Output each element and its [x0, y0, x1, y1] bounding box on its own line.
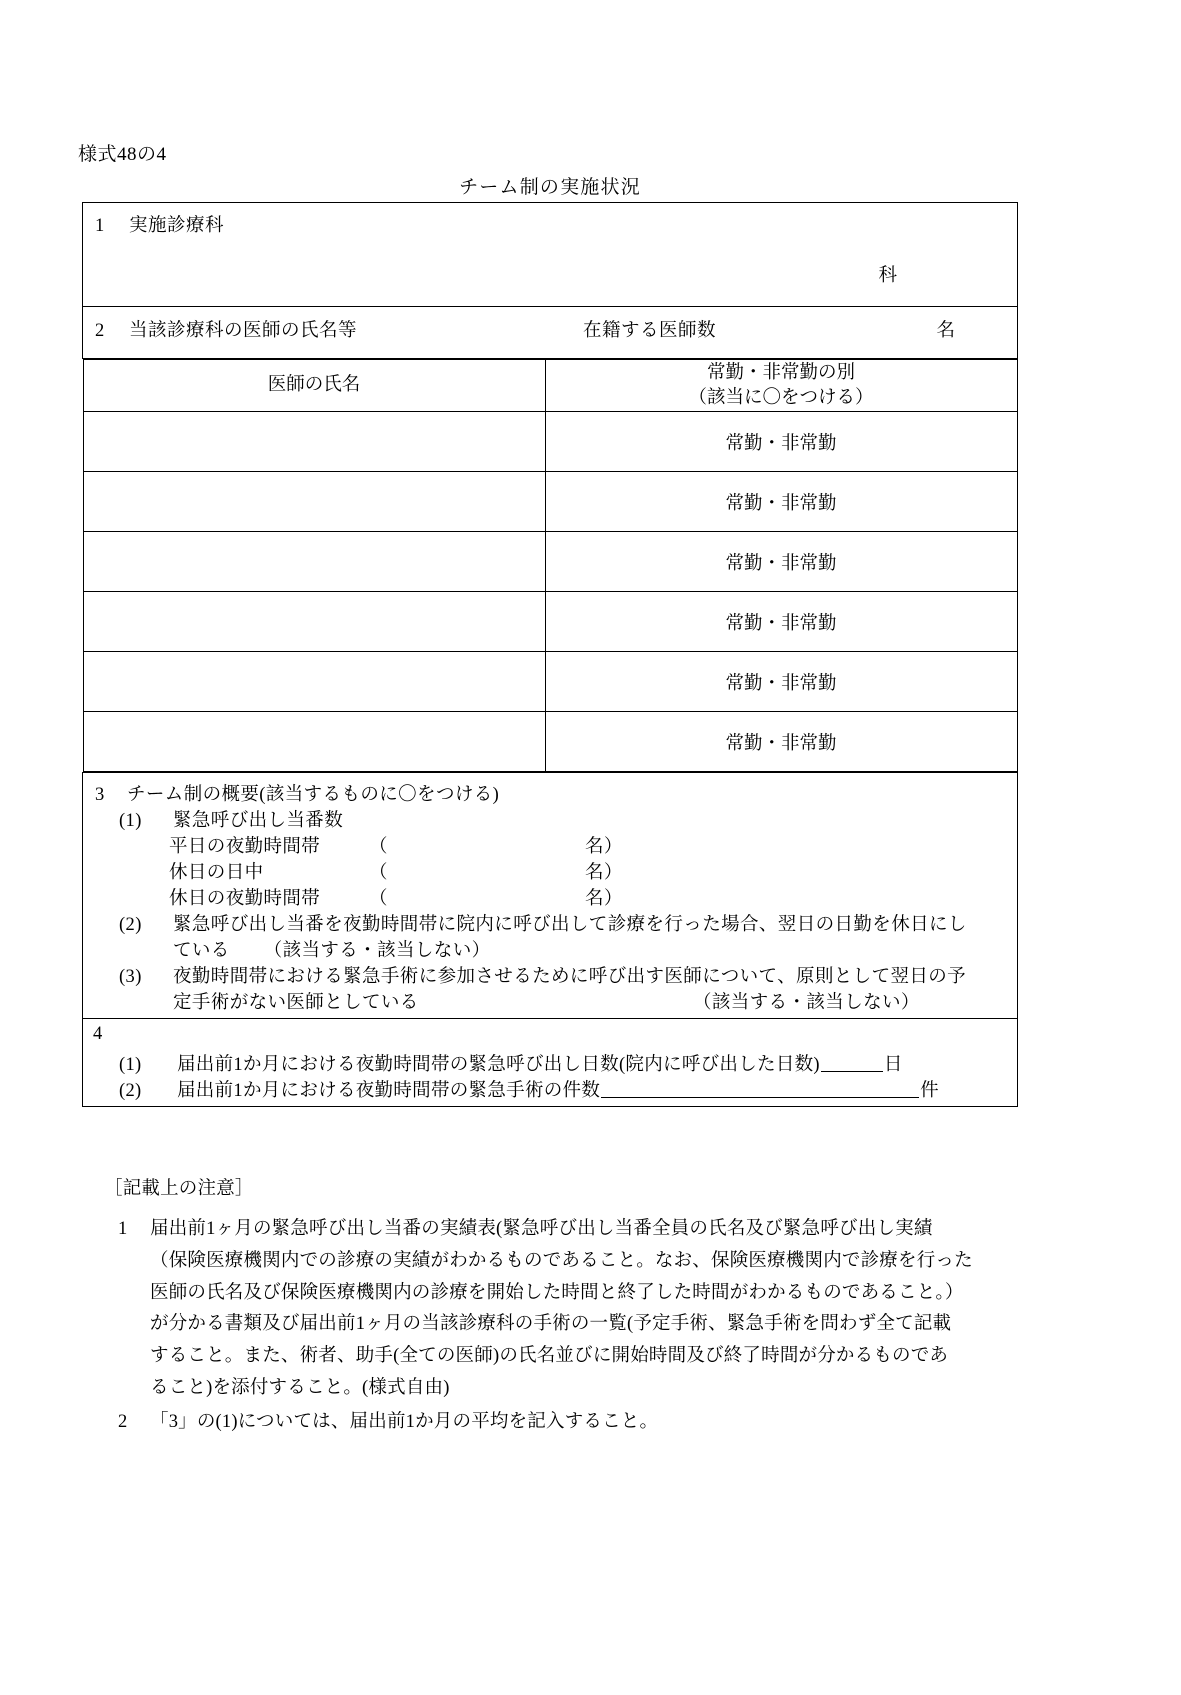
doctor-name-cell[interactable] [83, 412, 545, 472]
section2-count-label: 在籍する医師数 [583, 321, 717, 341]
oncall-holiday-night-unit: 名） [585, 889, 623, 909]
section3-item3-number: (3) [119, 967, 142, 987]
oncall-weekday-night-open[interactable]: （ [369, 837, 388, 857]
section1-row [83, 203, 1018, 307]
doctor-type-cell[interactable]: 常勤・非常勤 [545, 472, 1017, 532]
doctor-type-cell[interactable]: 常勤・非常勤 [545, 652, 1017, 712]
doctor-type-cell[interactable]: 常勤・非常勤 [545, 592, 1017, 652]
oncall-weekday-night-row [169, 832, 623, 858]
table-row[interactable] [83, 712, 1017, 772]
section4-item1 [119, 1050, 903, 1076]
section3-item2-text1: 緊急呼び出し当番を夜勤時間帯に院内に呼び出して診療を行った場合、翌日の日勤を休日にし [173, 915, 967, 935]
section3-item1 [119, 806, 343, 832]
doctor-name-header: 医師の氏名 [83, 360, 545, 412]
note-line [104, 1309, 1054, 1341]
doctor-table-cell [83, 359, 1018, 773]
note-text: （保険医療機関内での診療の実績がわかるものであること。なお、保険医療機関内で診療を行った [150, 1250, 973, 1271]
section1-label [95, 211, 224, 237]
section3-item3-text2: 定手術がない医師としている [173, 993, 419, 1013]
section3-item2-line2 [173, 936, 491, 962]
doctor-type-cell[interactable]: 常勤・非常勤 [545, 532, 1017, 592]
note-line [104, 1214, 1054, 1246]
oncall-holiday-night-row [169, 884, 623, 910]
doctor-type-header [545, 360, 1017, 412]
oncall-holiday-day-label: 休日の日中 [169, 863, 264, 883]
oncall-weekday-night-unit: 名） [585, 837, 623, 857]
section4-item1-unit: 日 [883, 1055, 903, 1075]
note-line [104, 1341, 1054, 1373]
doctor-type-cell[interactable]: 常勤・非常勤 [545, 712, 1017, 772]
section2-header-cell [83, 307, 1018, 359]
section3-item2-text2: ている [173, 941, 230, 961]
table-row[interactable] [83, 532, 1017, 592]
section3-number: 3 [95, 785, 105, 805]
note-item [104, 1214, 1054, 1405]
section4-item2-unit: 件 [920, 1081, 939, 1101]
section3-item2-number: (2) [119, 915, 142, 935]
table-row[interactable] [83, 472, 1017, 532]
note-text: 医師の氏名及び保険医療機関内の診療を開始した時間と終了した時間がわかるものであること。） [150, 1282, 964, 1303]
doctor-name-cell[interactable] [83, 472, 545, 532]
notes-section [104, 1174, 1054, 1439]
doctor-name-cell[interactable] [83, 532, 545, 592]
section4-item1-label: 届出前1か月における夜勤時間帯の緊急呼び出し日数(院内に呼び出した日数) [177, 1055, 820, 1075]
oncall-holiday-night-open[interactable]: （ [369, 889, 388, 909]
note-item [104, 1407, 1054, 1439]
section2-header-row [83, 307, 1018, 359]
oncall-holiday-day-row [169, 858, 623, 884]
section4-item1-input[interactable] [821, 1071, 883, 1072]
section4-item1-number: (1) [119, 1055, 142, 1075]
section2-count-unit: 名 [936, 321, 955, 341]
section1-unit: 科 [878, 266, 897, 286]
doctor-type-header-line1: 常勤・非常勤の別 [706, 362, 855, 383]
doctor-name-cell[interactable] [83, 712, 545, 772]
oncall-holiday-day-unit: 名） [585, 863, 623, 883]
section3-item2-line1 [119, 910, 967, 936]
section3-title-text: チーム制の概要(該当するものに〇をつける) [127, 785, 500, 805]
section4-row [83, 1019, 1018, 1107]
oncall-holiday-night-label: 休日の夜勤時間帯 [169, 889, 321, 909]
oncall-holiday-day-open[interactable]: （ [369, 863, 388, 883]
note-text: すること。また、術者、助手(全ての医師)の氏名並びに開始時間及び終了時間が分かるものであ [150, 1346, 949, 1367]
section4-item2 [119, 1076, 939, 1102]
notes-title: ［記載上の注意］ [104, 1179, 254, 1199]
doctor-name-cell[interactable] [83, 652, 545, 712]
section4-number: 4 [93, 1024, 103, 1044]
doctor-table-header [83, 360, 1017, 412]
section3-cell [83, 773, 1018, 1019]
note-text: が分かる書類及び届出前1ヶ月の当該診療科の手術の一覧(予定手術、緊急手術を問わず全て記載 [150, 1314, 952, 1335]
section1-label-text: 実施診療科 [129, 216, 225, 236]
note-text: 「3」の(1)については、届出前1か月の平均を記入すること。 [150, 1411, 659, 1432]
section3-title [95, 780, 499, 806]
section2-number: 2 [95, 321, 105, 341]
doctor-type-cell[interactable]: 常勤・非常勤 [545, 412, 1017, 472]
section4-item2-label: 届出前1か月における夜勤時間帯の緊急手術の件数 [177, 1081, 601, 1101]
section3-item1-number: (1) [119, 811, 142, 831]
section3-row [83, 773, 1018, 1019]
form-number: 様式48の4 [78, 144, 167, 165]
oncall-weekday-night-label: 平日の夜勤時間帯 [169, 837, 321, 857]
doctor-table [83, 359, 1018, 772]
section3-item3-line1 [119, 962, 966, 988]
note-text: ること)を添付すること。(様式自由) [150, 1378, 450, 1399]
section1-number: 1 [95, 216, 105, 236]
note-line [104, 1278, 1054, 1310]
note-line [104, 1407, 1054, 1439]
main-form-table [82, 202, 1018, 1107]
document-title: チーム制の実施状況 [459, 177, 641, 198]
section2-label [95, 316, 357, 342]
section3-item3-text1: 夜勤時間帯における緊急手術に参加させるために呼び出す医師について、原則として翌日の予 [173, 967, 967, 987]
note-number: 2 [118, 1411, 128, 1432]
section2-label-text: 当該診療科の医師の氏名等 [129, 321, 358, 341]
section3-item1-label: 緊急呼び出し当番数 [173, 811, 344, 831]
section3-item2-choice[interactable]: （該当する・該当しない） [263, 941, 491, 961]
note-text: 届出前1ヶ月の緊急呼び出し当番の実績表(緊急呼び出し当番全員の氏名及び緊急呼び出し実績 [150, 1219, 933, 1239]
note-line [104, 1246, 1054, 1278]
section4-cell [83, 1019, 1018, 1107]
table-row[interactable] [83, 412, 1017, 472]
section3-item3-line2 [173, 988, 920, 1014]
note-number: 1 [118, 1219, 128, 1239]
section3-item3-choice[interactable]: （該当する・該当しない） [693, 993, 920, 1013]
table-row[interactable] [83, 592, 1017, 652]
doctor-name-cell[interactable] [83, 592, 545, 652]
section4-item2-number: (2) [119, 1081, 142, 1101]
section4-item2-input[interactable] [601, 1097, 919, 1098]
section1-cell [83, 203, 1018, 307]
doctor-table-row [83, 359, 1018, 773]
doctor-type-header-line2: （該当に〇をつける） [688, 387, 874, 408]
note-line [104, 1373, 1054, 1405]
table-row[interactable] [83, 652, 1017, 712]
